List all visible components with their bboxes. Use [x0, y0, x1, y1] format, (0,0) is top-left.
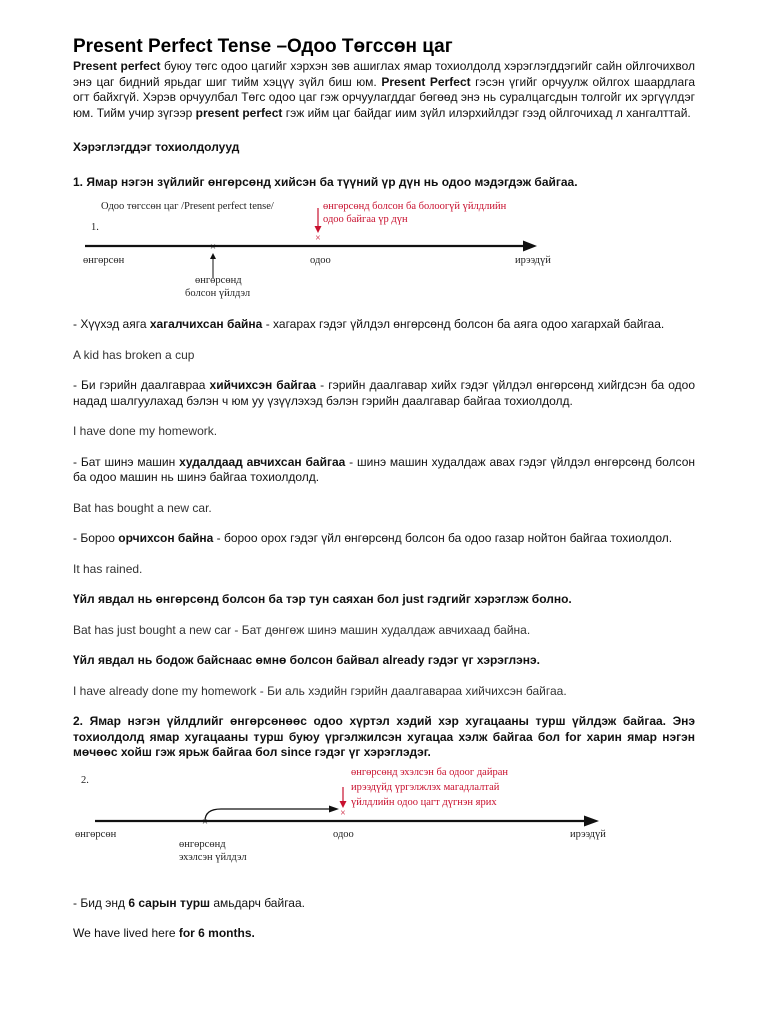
example-text: - шинэ машин худалдаж авах гэдэг үйлдэл өнгөрсөнд болсон ба одоо машин нь шинэ байгаа тохиолдолд. — [73, 454, 695, 484]
timeline-diagram-2 — [73, 766, 695, 881]
example-text: - хагарах гэдэг үйлдэл өнгөрсөнд болсон ба аяга одоо хагархай байгаа. — [262, 317, 665, 331]
example-text: - гэрийн даалгавар хийх гэдэг үйлдэл өнгөрсөнд хийгдсэн ба одоо надад шалгуулахад бэлэн ч юм уу үзүүлэхэд бэлэн гэрийн даалгавар байгаа тохиолдолд. — [73, 378, 696, 408]
example-duration: for 6 months. — [178, 926, 255, 940]
example-3-english: Bat has bought a new car. — [73, 500, 212, 515]
already-example: I have already done my homework - Би аль хэдийн гэрийн даалгавараа хийчихсэн байгаа. — [73, 683, 567, 698]
just-example: Bat has just bought a new car - Бат дөнгөж шинэ машин худалдаж авчихаад байна. — [73, 622, 531, 637]
future-label: ирээдүй — [570, 828, 606, 840]
event-label-line1: өнгөрсөнд — [195, 275, 242, 286]
example-6 — [73, 926, 695, 942]
example-text: - Бат шинэ машин — [73, 454, 180, 469]
example-4-english: It has rained. — [73, 561, 143, 576]
document-page — [73, 36, 695, 942]
example-2-english: I have done my homework. — [73, 424, 218, 438]
duration-line — [205, 809, 331, 821]
continuation-note-line2: ирээдүйд үргэлжлэх магадлалтай — [351, 781, 500, 793]
example-text: We have lived here — [73, 926, 179, 940]
past-label: өнгөрсөн — [75, 828, 117, 840]
intro-text: гэж ийм цаг байдаг иим зүйл илэрхийлдэг гээд ойлгочихад л хангалттай. — [282, 105, 691, 120]
example-4 — [73, 531, 695, 547]
event-pointer-head — [210, 253, 216, 259]
intro-text: буюу төгс одоо цагийг хэрхэн зөв ашиглах ямар тохиолдолд хэрэглэгддэгийг сайн ойлгочихвол энэ цаг бидний ярьдаг шиг тийм хэцүү зүйл биш юм. — [73, 59, 695, 89]
result-note-line2: одоо байгаа үр дүн — [323, 214, 408, 225]
start-label-line2: эхэлсэн үйлдэл — [179, 851, 247, 863]
intro-term: present perfect — [195, 105, 283, 120]
now-marker: × — [340, 807, 346, 819]
result-marker: × — [315, 233, 321, 244]
example-verb: орчихсон байна — [118, 531, 214, 545]
result-note-line1: өнгөрсөнд болсон ба болоогүй үйлдлийн — [323, 201, 507, 212]
future-label: ирээдүй — [515, 255, 551, 266]
event-marker: × — [209, 241, 217, 253]
diagram1-number: 1. — [91, 222, 99, 233]
timeline-arrowhead — [523, 241, 537, 252]
timeline-arrowhead — [584, 815, 599, 826]
event-label-line2: болсон үйлдэл — [185, 288, 251, 299]
example-verb: хийчихсэн байгаа — [209, 378, 317, 392]
example-text: амьдарч байгаа. — [210, 895, 305, 910]
example-text: - Хүүхэд аяга — [73, 317, 150, 331]
just-rule: Үйл явдал нь өнгөрсөнд болсон ба тэр тун саяхан бол just гэдгийг хэрэглэж болно. — [73, 592, 572, 606]
now-label: одоо — [310, 255, 331, 266]
example-text: - Бороо — [73, 531, 119, 545]
case1-heading: 1. Ямар нэгэн зүйлийг өнгөрсөнд хийсэн ба түүний үр дүн нь одоо мэдэгдэж байгаа. — [73, 174, 578, 189]
example-2 — [73, 378, 695, 409]
example-text: - бороо орох гэдэг үйл өнгөрсөнд болсон ба одоо газар нойтон байгаа тохиолдол. — [213, 531, 673, 545]
timeline-diagram-1 — [73, 200, 695, 302]
example-text: - Би гэрийн даалгавраа — [73, 378, 210, 392]
result-pointer-head — [315, 226, 322, 233]
usage-heading: Хэрэглэгддэг тохиолдолууд — [73, 140, 240, 154]
intro-paragraph — [73, 59, 695, 121]
past-label: өнгөрсөн — [83, 255, 125, 266]
now-pointer-head — [340, 801, 347, 808]
page-title: Present Perfect Tense –Одоо Төгссөн цаг — [73, 36, 453, 57]
case2-heading: 2. Ямар нэгэн үйлдлийг өнгөрсөнөөс одоо хүртэл хэдий хэр хугацааны турш үйлдэж байгаа. Энэ тохиолдолд ямар хугацааны турш буюу үргэлжилсэн хугацаа хэлж байгаа бол for харин ямар нэгэн мөчөөс хойш гэж ярьж байгаа бол since гэдэг үг хэрэглэдэг. — [73, 714, 695, 759]
diagram1-title: Одоо төгссөн цаг /Present perfect tense/ — [101, 201, 274, 212]
continuation-note-line1: өнгөрсөнд эхэлсэн ба одоог дайран — [351, 766, 508, 778]
duration-arrowhead — [329, 805, 339, 812]
example-verb: хагалчихсан байна — [149, 317, 263, 331]
example-3 — [73, 455, 695, 486]
example-1 — [73, 317, 695, 333]
example-duration: 6 сарын турш — [128, 895, 211, 910]
start-marker: × — [201, 815, 209, 828]
intro-term: Present perfect — [73, 59, 161, 73]
example-verb: худалдаад авчихсан байгаа — [179, 454, 346, 469]
intro-text: гэсэн үгийг орчуулж ойлгох шаардлага огт байхгүй. Хэрэв орчуулбал Төгс одоо цаг гэж орчуулагддаг бөгөөд энэ нь суралцагсдын толгойг их эргүүлдэг юм. Тийм учир зүгээр — [73, 74, 695, 120]
continuation-note-line3: үйлдлийн одоо цагт дүгнэн ярих — [351, 796, 497, 808]
now-label: одоо — [333, 828, 354, 840]
example-5 — [73, 896, 695, 912]
example-text: - Бид энд — [73, 895, 129, 910]
start-label-line1: өнгөрсөнд — [179, 838, 226, 850]
intro-term: Present Perfect — [381, 74, 471, 89]
example-1-english: A kid has broken a cup — [73, 347, 195, 362]
already-rule: Үйл явдал нь бодож байснаас өмнө болсон байвал already гэдэг үг хэрэглэнэ. — [73, 653, 540, 667]
diagram2-number: 2. — [81, 774, 89, 786]
